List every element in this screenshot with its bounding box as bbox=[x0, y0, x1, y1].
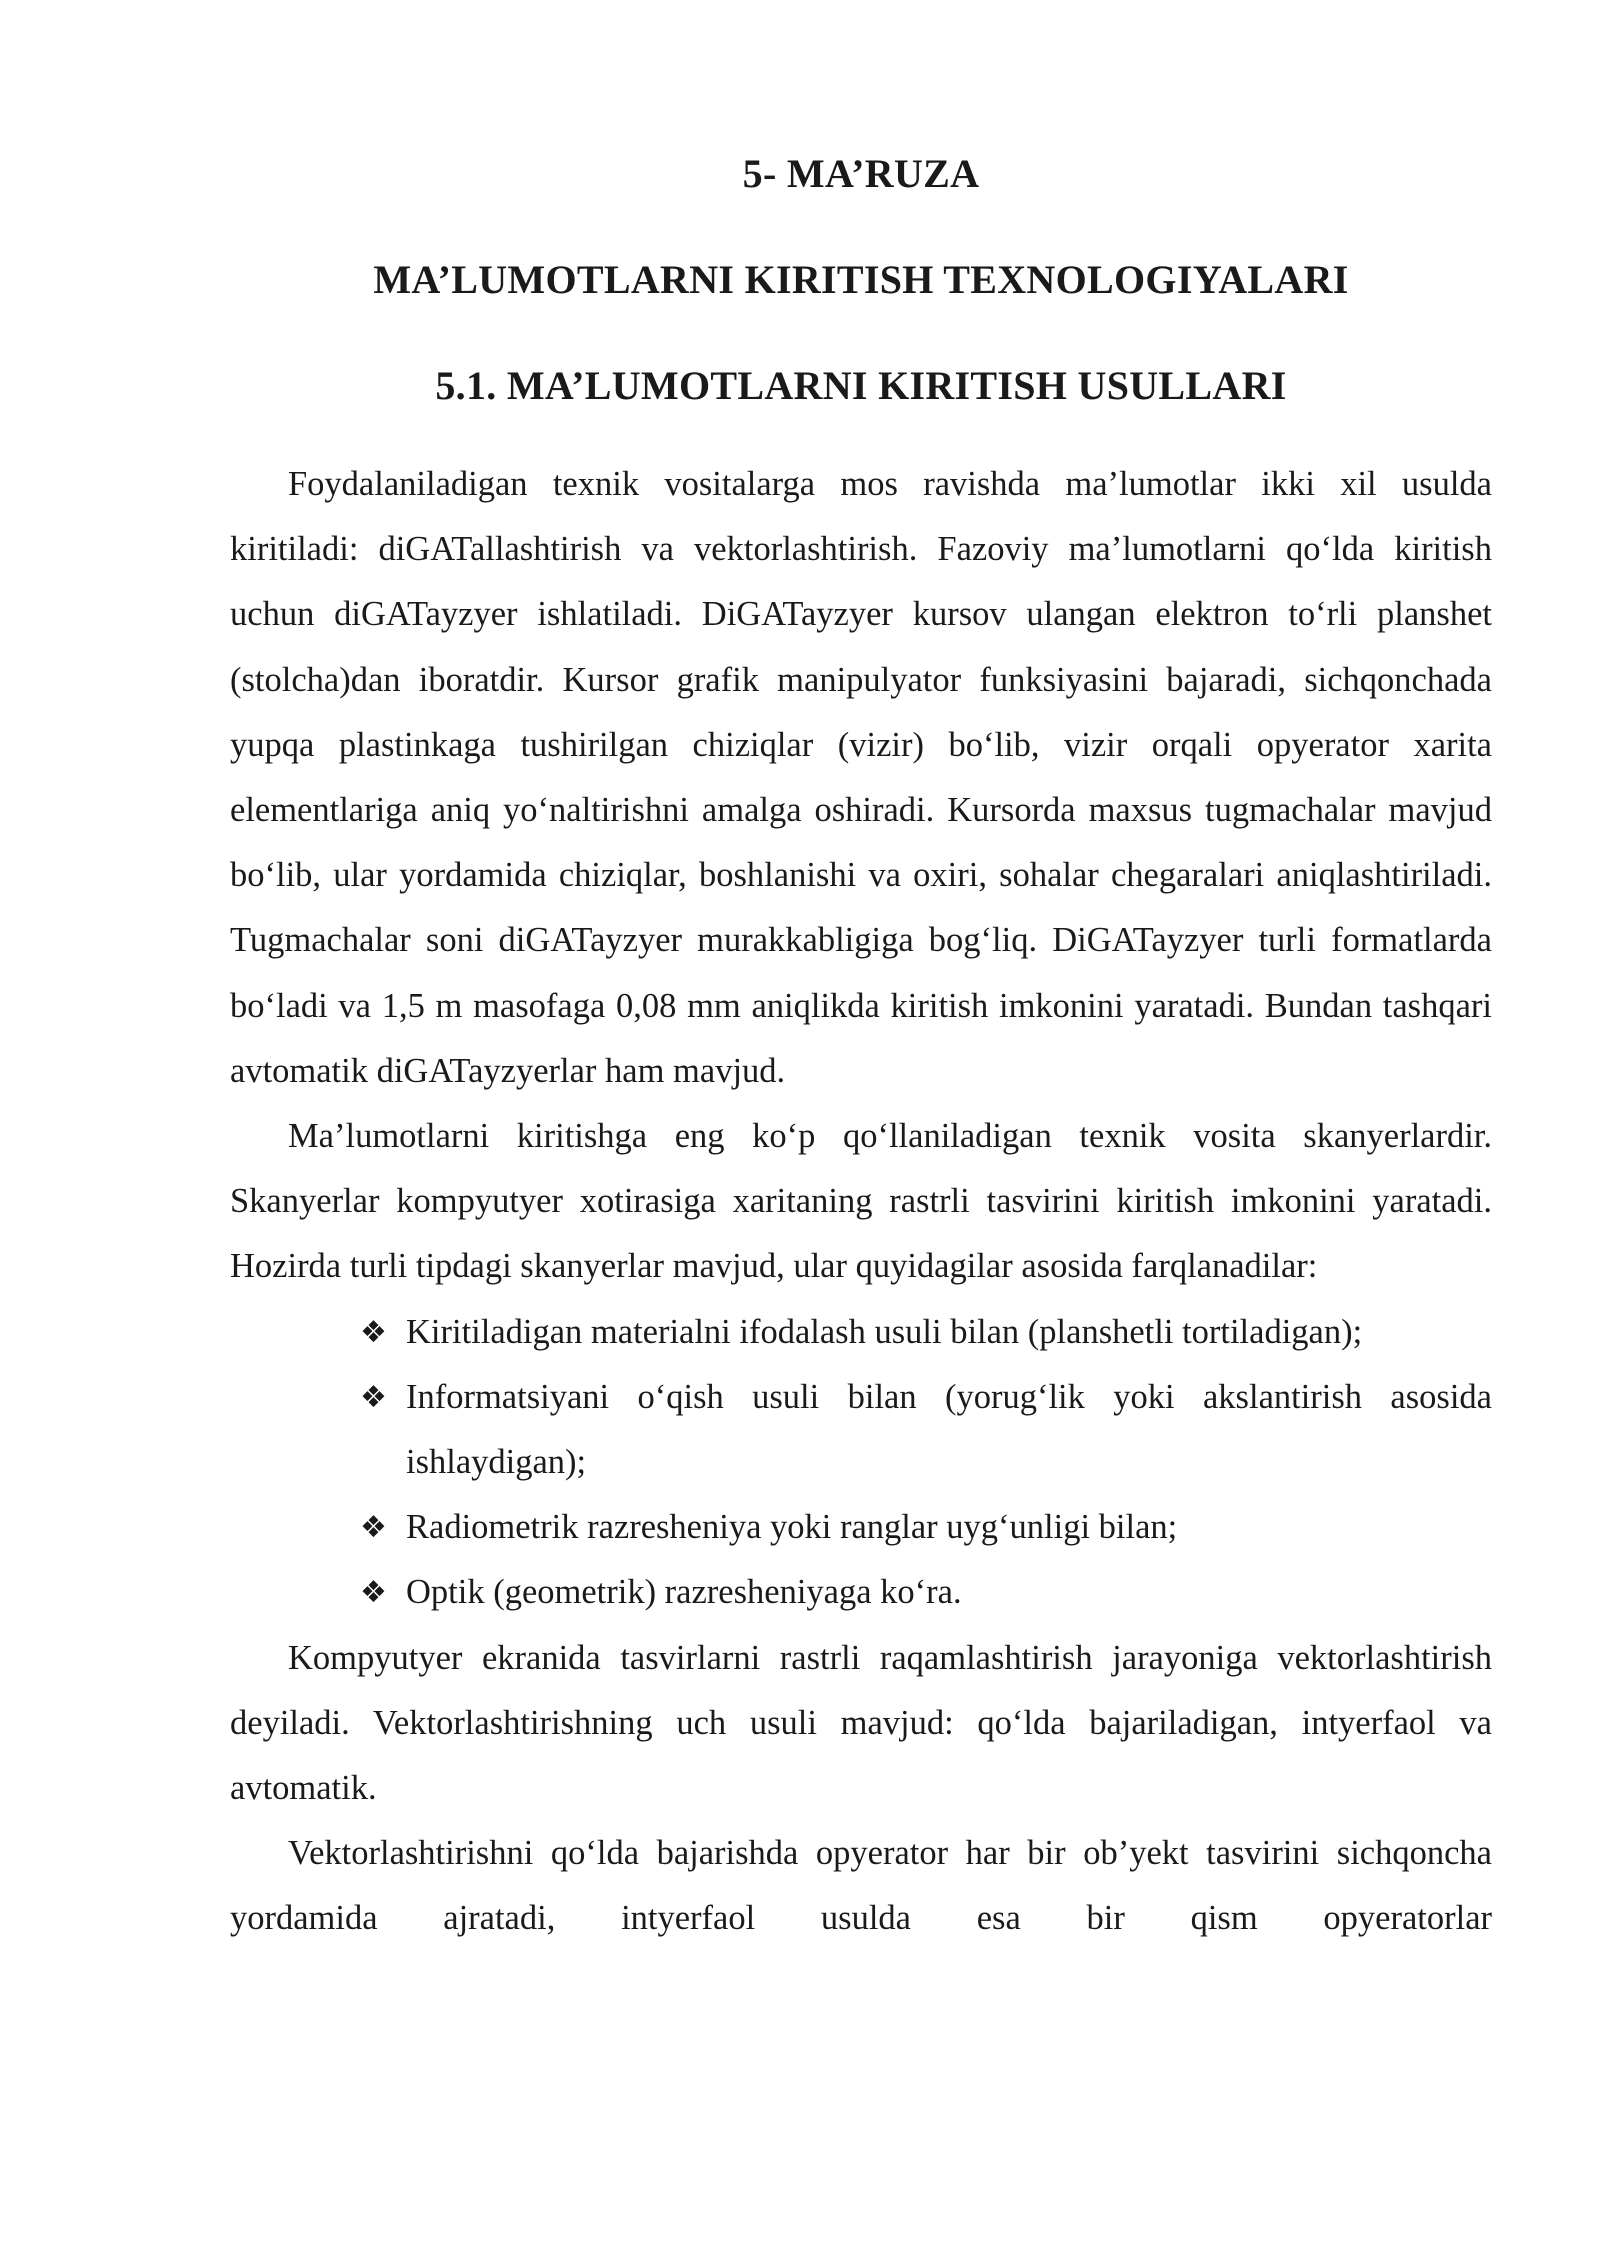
list-item bbox=[360, 1365, 1492, 1495]
diamond-bullet-icon: ❖ bbox=[360, 1379, 387, 1415]
diamond-bullet-icon: ❖ bbox=[360, 1314, 387, 1350]
paragraph-scanners: Ma’lumotlarni kiritishga eng ko‘p qo‘llaniladigan texnik vosita skanyerlardir. Skanyerlar kompyutyer xotirasiga xaritaning rastrli tasvirini kiritish imkonini yaratadi. Hozirda turli tipdagi skanyerlar mavjud, ular quyidagilar asosida farqlanadilar: bbox=[230, 1117, 1492, 1286]
scanner-feature-list bbox=[230, 1300, 1492, 1626]
document-page bbox=[230, 150, 1492, 1952]
diamond-bullet-icon: ❖ bbox=[360, 1510, 387, 1546]
list-item-text: Radiometrik razresheniya yoki ranglar uyg‘unligi bilan; bbox=[406, 1508, 1178, 1547]
list-item-text: Optik (geometrik) razresheniyaga ko‘ra. bbox=[406, 1573, 962, 1612]
paragraph-digitizer: Foydalaniladigan texnik vositalarga mos ravishda ma’lumotlar ikki xil usulda kiritiladi: diGATallashtirish va vektorlashtirish. Fazoviy ma’lumotlarni qo‘lda kiritish uchun diGATayzyer ishlatiladi. DiGATayzyer kursov ulangan elektron to‘rli planshet (stolcha)dan iboratdir. Kursor grafik manipulyator funksiyasini bajaradi, sichqonchada yupqa plastinkaga tushirilgan chiziqlar (vizir) bo‘lib, vizir orqali opyerator xarita elementlariga aniq yo‘naltirishni amalga oshiradi. Kursorda maxsus tugmachalar mavjud bo‘lib, ular yordamida chiziqlar, boshlanishi va oxiri, sohalar chegaralari aniqlashtiriladi. Tugmachalar soni diGATayzyer murakkabligiga bog‘liq. DiGATayzyer turli formatlarda bo‘ladi va 1,5 m masofaga 0,08 mm aniqlikda kiritish imkonini yaratadi. Bundan tashqari avtomatik diGATayzyerlar ham mavjud. bbox=[230, 465, 1492, 1090]
list-item-text: Informatsiyani o‘qish usuli bilan (yorug‘lik yoki akslantirish asosida ishlaydigan); bbox=[406, 1377, 1492, 1482]
lecture-number: 5- MA’RUZA bbox=[742, 151, 980, 196]
lecture-title: MA’LUMOTLARNI KIRITISH TEXNOLOGIYALARI bbox=[373, 257, 1349, 302]
list-item-text: Kiritiladigan materialni ifodalash usuli bilan (planshetli tortiladigan); bbox=[406, 1312, 1363, 1351]
list-item bbox=[360, 1560, 1492, 1625]
paragraph-manual-vectorization: Vektorlashtirishni qo‘lda bajarishda opyerator har bir ob’yekt tasvirini sichqoncha yordamida ajratadi, intyerfaol usulda esa bir qism opyeratorlar bbox=[230, 1834, 1492, 1938]
diamond-bullet-icon: ❖ bbox=[360, 1575, 387, 1611]
list-item bbox=[360, 1300, 1492, 1365]
section-title: 5.1. MA’LUMOTLARNI KIRITISH USULLARI bbox=[435, 363, 1287, 408]
list-item bbox=[360, 1495, 1492, 1560]
paragraph-vectorization: Kompyutyer ekranida tasvirlarni rastrli raqamlashtirish jarayoniga vektorlashtirish deyiladi. Vektorlashtirishning uch usuli mavjud: qo‘lda bajariladigan, intyerfaol va avtomatik. bbox=[230, 1638, 1492, 1808]
